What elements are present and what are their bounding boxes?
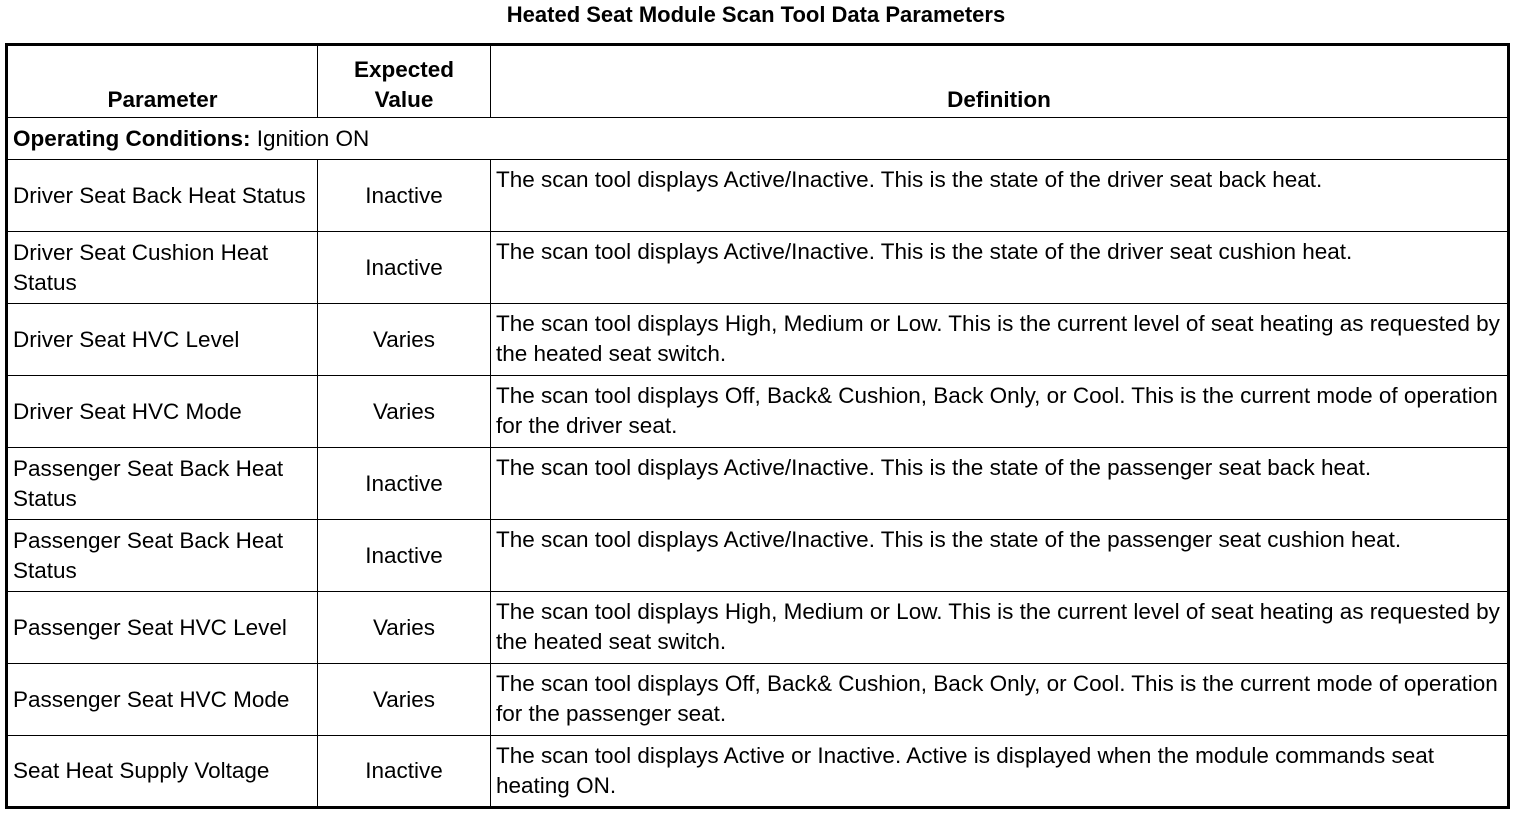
operating-conditions-label: Operating Conditions:	[13, 125, 251, 151]
expected-value-cell: Inactive	[318, 232, 491, 304]
table-row	[7, 304, 1509, 376]
definition-cell: The scan tool displays Active or Inactive. Active is displayed when the module commands seat heating ON.	[491, 736, 1509, 808]
expected-value-cell: Inactive	[318, 736, 491, 808]
definition-cell: The scan tool displays High, Medium or Low. This is the current level of seat heating as requested by the heated seat switch.	[491, 592, 1509, 664]
parameter-cell: Driver Seat HVC Mode	[7, 376, 318, 448]
header-expected-value	[318, 45, 491, 118]
definition-cell: The scan tool displays High, Medium or Low. This is the current level of seat heating as requested by the heated seat switch.	[491, 304, 1509, 376]
document-title: Heated Seat Module Scan Tool Data Parameters	[506, 2, 1006, 27]
table-header-row	[7, 45, 1509, 118]
expected-value-cell: Inactive	[318, 520, 491, 592]
header-definition: Definition	[491, 45, 1509, 118]
header-parameter: Parameter	[7, 45, 318, 118]
parameter-cell: Driver Seat Back Heat Status	[7, 160, 318, 232]
table-row	[7, 520, 1509, 592]
scan-tool-data-table	[5, 43, 1510, 809]
definition-cell: The scan tool displays Active/Inactive. This is the state of the driver seat back heat.	[491, 160, 1509, 232]
table-row	[7, 160, 1509, 232]
definition-cell: The scan tool displays Active/Inactive. This is the state of the driver seat cushion heat.	[491, 232, 1509, 304]
expected-value-cell: Varies	[318, 304, 491, 376]
parameter-cell: Driver Seat Cushion Heat Status	[7, 232, 318, 304]
table-row	[7, 232, 1509, 304]
table-row	[7, 664, 1509, 736]
definition-cell: The scan tool displays Active/Inactive. This is the state of the passenger seat back heat.	[491, 448, 1509, 520]
parameter-cell: Passenger Seat Back Heat Status	[7, 448, 318, 520]
parameter-cell: Passenger Seat HVC Level	[7, 592, 318, 664]
table-row	[7, 448, 1509, 520]
expected-value-cell: Varies	[318, 592, 491, 664]
operating-conditions-value: Ignition ON	[250, 125, 370, 151]
expected-value-cell: Varies	[318, 376, 491, 448]
expected-value-cell: Inactive	[318, 160, 491, 232]
parameter-cell: Passenger Seat HVC Mode	[7, 664, 318, 736]
header-expected-line1: Expected	[353, 57, 455, 82]
definition-cell: The scan tool displays Off, Back& Cushion, Back Only, or Cool. This is the current mode of operation for the driver seat.	[491, 376, 1509, 448]
operating-conditions-row	[7, 118, 1509, 160]
table-row	[7, 592, 1509, 664]
definition-cell: The scan tool displays Off, Back& Cushion, Back Only, or Cool. This is the current mode of operation for the passenger seat.	[491, 664, 1509, 736]
operating-conditions-cell	[7, 118, 1509, 160]
table-row	[7, 376, 1509, 448]
parameter-cell: Passenger Seat Back Heat Status	[7, 520, 318, 592]
header-expected-line2: Value	[374, 87, 434, 112]
parameter-cell: Driver Seat HVC Level	[7, 304, 318, 376]
definition-cell: The scan tool displays Active/Inactive. This is the state of the passenger seat cushion heat.	[491, 520, 1509, 592]
expected-value-cell: Varies	[318, 664, 491, 736]
expected-value-cell: Inactive	[318, 448, 491, 520]
parameter-cell: Seat Heat Supply Voltage	[7, 736, 318, 808]
table-row	[7, 736, 1509, 808]
